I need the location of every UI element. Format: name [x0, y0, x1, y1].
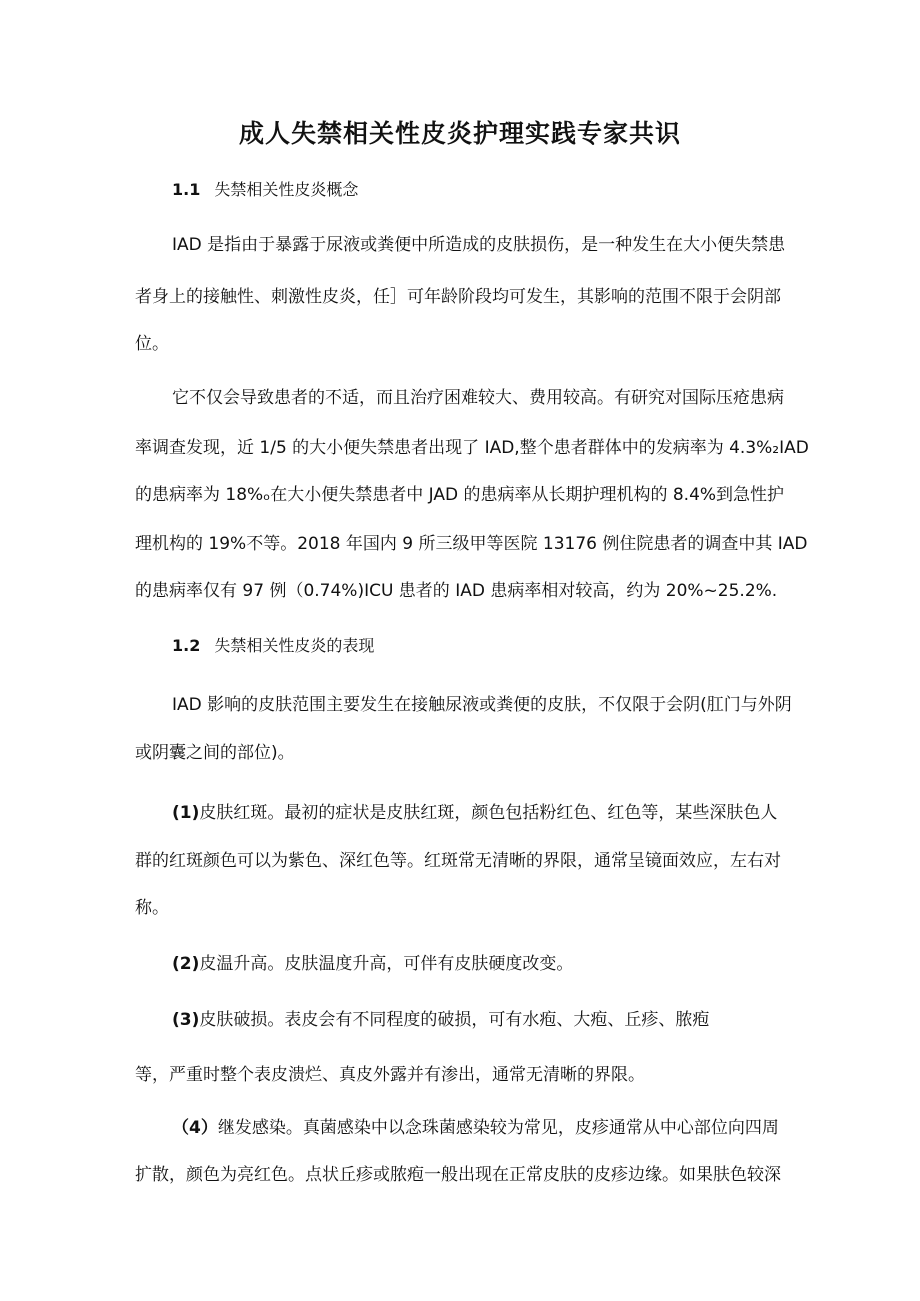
section-title: 失禁相关性皮炎的表现: [214, 636, 375, 655]
paragraph-line: 理机构的 19%不等。2018 年国内 9 所三级甲等医院 13176 例住院患者的调查中其 IAD: [135, 534, 808, 554]
list-item-number: (1): [172, 803, 200, 823]
list-item-number: (2): [172, 954, 200, 974]
paragraph-line: 它不仅会导致患者的不适，而且治疗困难较大、费用较高。有研究对国际压疮患病: [172, 388, 784, 408]
section-title: 失禁相关性皮炎概念: [214, 180, 359, 199]
section-number: 1.2: [172, 636, 201, 655]
paragraph-line: 者身上的接触性、刺激性皮炎，任］可年龄阶段均可发生，其影响的范围不限于会阴部: [135, 287, 781, 307]
paragraph-line: 率调查发现，近 1/5 的大小便失禁患者出现了 IAD,整个患者群体中的发病率为 4.3%₂IAD: [135, 438, 809, 458]
paragraph-line: 称。: [135, 898, 169, 918]
paragraph-line: 位。: [135, 334, 169, 354]
list-item-text: 皮肤红斑。最初的症状是皮肤红斑，颜色包括粉红色、红色等，某些深肤色人: [199, 803, 778, 823]
paragraph-line: 的患病率仅有 97 例（0.74%)ICU 患者的 IAD 患病率相对较高，约为 20%~25.2%.: [135, 581, 778, 601]
paragraph-line: IAD 影响的皮肤范围主要发生在接触尿液或粪便的皮肤，不仅限于会阴(肛门与外阴: [172, 695, 792, 715]
list-item-2-line: [172, 949, 573, 979]
list-item-text: 皮温升高。皮肤温度升高，可伴有皮肤硬度改变。: [199, 954, 574, 974]
list-item-3-line: [172, 1005, 709, 1035]
list-item-4-line: [172, 1113, 779, 1143]
paragraph-line: 扩散，颜色为亮红色。点状丘疹或脓疱一般出现在正常皮肤的皮疹边缘。如果肤色较深: [135, 1165, 781, 1185]
list-item-number: (3): [172, 1010, 200, 1030]
paragraph-line: IAD 是指由于暴露于尿液或粪便中所造成的皮肤损伤，是一种发生在大小便失禁患: [172, 235, 786, 255]
list-item-1-line: [172, 798, 777, 828]
document-title: 成人失禁相关性皮炎护理实践专家共识: [238, 119, 681, 148]
list-item-text: 皮肤破损。表皮会有不同程度的破损，可有水疱、大疱、丘疹、脓疱: [199, 1010, 710, 1030]
paragraph-line: 群的红斑颜色可以为紫色、深红色等。红斑常无清晰的界限，通常呈镜面效应，左右对: [135, 851, 781, 871]
paragraph-line: 等，严重时整个表皮溃烂、真皮外露并有渗出，通常无清晰的界限。: [135, 1065, 645, 1085]
paragraph-line: 或阴囊之间的部位)。: [135, 743, 295, 763]
section-heading-1-1: [172, 175, 358, 205]
paragraph-line: 的患病率为 18%ₒ在大小便失禁患者中 JAD 的患病率从长期护理机构的 8.4%到急性护: [135, 485, 785, 505]
list-item-number: （4）: [172, 1118, 218, 1138]
section-number: 1.1: [172, 180, 201, 199]
section-heading-1-2: [172, 631, 374, 661]
list-item-text: 继发感染。真菌感染中以念珠菌感染较为常见，皮疹通常从中心部位向四周: [217, 1118, 779, 1138]
